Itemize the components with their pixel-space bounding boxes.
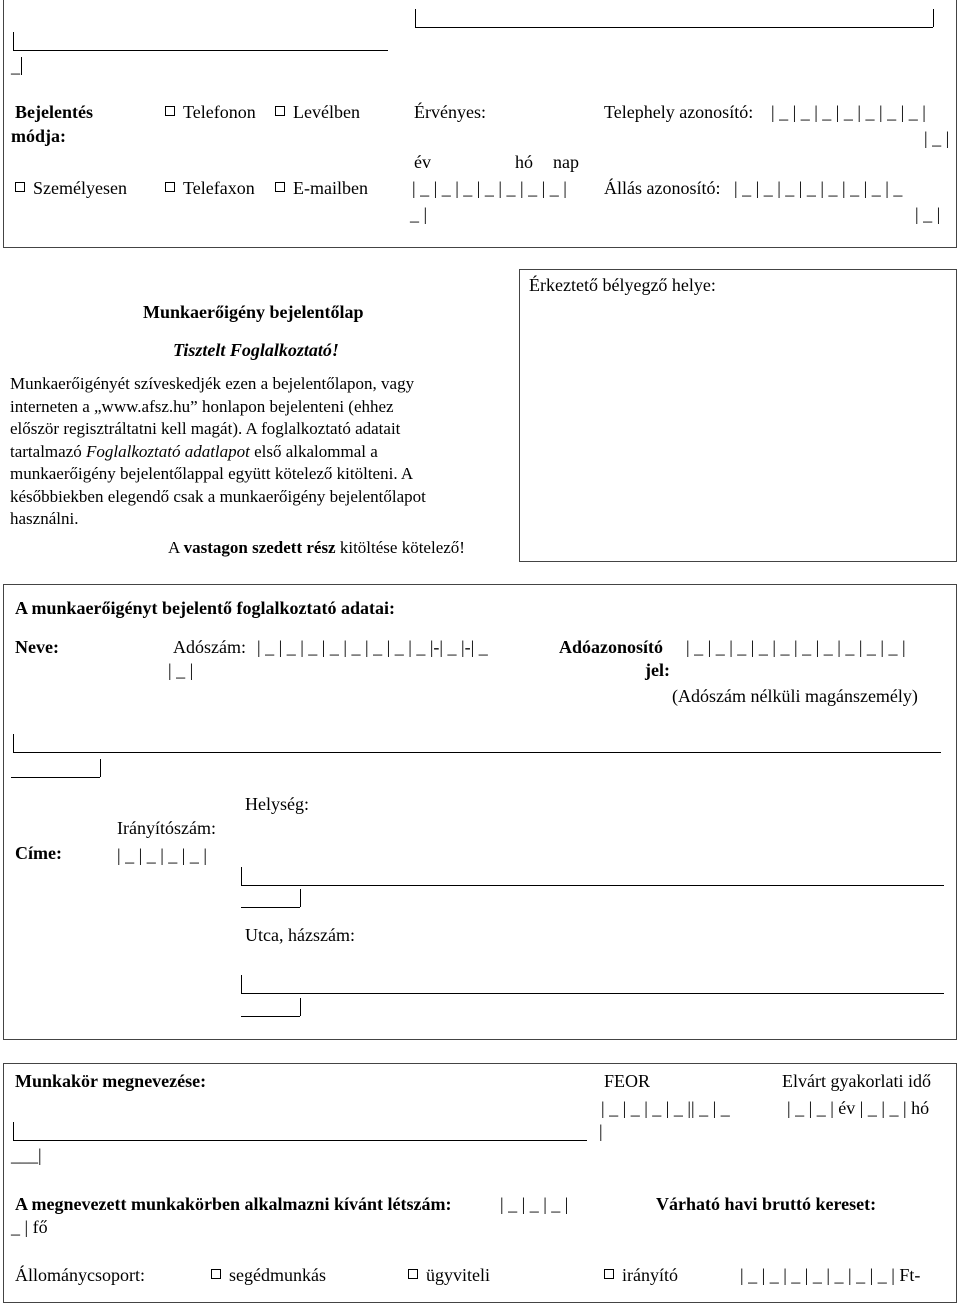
tax-number-label: Adószám:	[173, 637, 246, 657]
feor-label: FEOR	[604, 1071, 651, 1091]
method-label-2: módja:	[11, 126, 66, 146]
name-field-right	[100, 759, 101, 777]
top-field-right	[933, 9, 934, 27]
tax-id-label-2: jel:	[645, 660, 670, 680]
form-title: Munkaerőigény bejelentőlap	[143, 302, 364, 322]
name-label: Neve:	[15, 637, 59, 657]
option-telefonon-label: Telefonon	[183, 102, 256, 122]
valid-digits[interactable]: | _ | _ | _ | _ | _ | _ | _ |	[412, 178, 567, 198]
topleft-field-left	[13, 32, 14, 50]
street-field-left	[241, 975, 242, 993]
position-label: Munkakör megnevezése:	[15, 1071, 207, 1091]
mandatory-note	[168, 538, 465, 558]
address-label: Címe:	[15, 843, 62, 863]
tax-id-note: (Adószám nélküli magánszemély)	[672, 686, 918, 706]
intro-text: első alkalommal a	[249, 441, 378, 461]
headcount-digits[interactable]: | _ | _ | _ |	[500, 1194, 569, 1214]
group-option-iranyito[interactable]	[604, 1265, 678, 1286]
checkbox[interactable]	[165, 106, 175, 116]
option-levelben[interactable]	[275, 102, 360, 123]
site-id-digits[interactable]: | _ | _ | _ | _ | _ | _ | _ |	[771, 102, 926, 122]
valid-nap-label: nap	[553, 152, 579, 172]
feor-digits[interactable]: | _ | _ | _ | _ || _ | _	[601, 1098, 730, 1118]
employer-section-title: A munkaerőigényt bejelentő foglalkoztató adatai:	[15, 598, 395, 618]
zip-label: Irányítószám:	[117, 818, 216, 838]
group-option-label: ügyviteli	[426, 1265, 490, 1285]
option-levelben-label: Levélben	[293, 102, 360, 122]
city-field-left	[241, 867, 242, 885]
tax-id-digits[interactable]: | _ | _ | _ | _ | _ | _ | _ | _ | _ | _ |	[686, 637, 906, 657]
group-option-segedmunkas[interactable]	[211, 1265, 326, 1286]
street-field-right	[300, 998, 301, 1016]
option-telefonon[interactable]	[165, 102, 256, 123]
street-field-line[interactable]	[241, 993, 944, 994]
group-option-ugyviteli[interactable]	[408, 1265, 490, 1286]
tax-number-digits[interactable]: | _ | _ | _ | _ | _ | _ | _ | _ |-| _ |-| _	[257, 637, 488, 657]
valid-ho-label: hó	[515, 152, 533, 172]
zip-digits[interactable]: | _ | _ | _ | _ |	[117, 845, 208, 865]
mandatory-text: kitöltése kötelező!	[335, 538, 465, 557]
valid-digits-2[interactable]: _ |	[410, 204, 428, 224]
street-field-line-2[interactable]	[241, 1016, 300, 1017]
header-box	[3, 0, 957, 248]
name-field-left	[13, 734, 14, 752]
option-szemelyesen-label: Személyesen	[33, 178, 127, 198]
stamp-box	[519, 269, 957, 562]
valid-label: Érvényes:	[414, 102, 486, 122]
headcount-digits-2[interactable]: _ | fő	[11, 1217, 48, 1237]
group-label: Állománycsoport:	[15, 1265, 145, 1285]
checkbox[interactable]	[408, 1269, 418, 1279]
position-field-mark: |	[599, 1121, 603, 1141]
group-option-label: segédmunkás	[229, 1265, 326, 1285]
salary-digits[interactable]: | _ | _ | _ | _ | _ | _ | _ | Ft-	[740, 1265, 921, 1285]
city-field-line[interactable]	[241, 885, 944, 886]
name-field-line[interactable]	[13, 752, 941, 753]
experience-label: Elvárt gyakorlati idő	[782, 1071, 931, 1091]
topleft-field-line[interactable]	[13, 50, 388, 51]
topleft-field-bar	[21, 57, 22, 75]
position-field-left	[13, 1122, 14, 1140]
checkbox[interactable]	[275, 182, 285, 192]
checkbox[interactable]	[211, 1269, 221, 1279]
job-id-digits-2[interactable]: | _ |	[915, 204, 941, 224]
headcount-label: A megnevezett munkakörben alkalmazni kívánt létszám:	[15, 1194, 452, 1214]
city-field-right	[300, 889, 301, 907]
salary-label: Várható havi bruttó kereset:	[656, 1194, 877, 1214]
option-telefaxon-label: Telefaxon	[183, 178, 255, 198]
checkbox[interactable]	[604, 1269, 614, 1279]
option-szemelyesen[interactable]	[15, 178, 127, 199]
option-emailben[interactable]	[275, 178, 368, 199]
intro-line: későbbiekben elegendő csak a munkaerőigény bejelentőlapot	[10, 486, 426, 506]
mandatory-text: A	[168, 538, 184, 557]
intro-line: Munkaerőigényét szíveskedjék ezen a bejelentőlapon, vagy	[10, 374, 415, 393]
topleft-field-text: _	[11, 56, 20, 76]
intro-text: tartalmazó	[10, 441, 86, 461]
checkbox[interactable]	[275, 106, 285, 116]
top-field-left	[415, 9, 416, 27]
site-id-digits-2[interactable]: | _ |	[924, 128, 950, 148]
intro-line: interneten a „www.afsz.hu” honlapon bejelenteni (ehhez	[10, 396, 394, 416]
checkbox[interactable]	[15, 182, 25, 192]
option-telefaxon[interactable]	[165, 178, 255, 199]
top-field-line[interactable]	[415, 27, 933, 28]
city-field-line-2[interactable]	[241, 907, 300, 908]
method-label: Bejelentés	[15, 102, 93, 122]
tax-id-label: Adóazonosító	[559, 637, 664, 657]
city-label: Helység:	[245, 794, 309, 814]
mandatory-bold: vastagon szedett rész	[183, 538, 336, 557]
intro-line	[10, 441, 515, 464]
checkbox[interactable]	[165, 182, 175, 192]
job-id-digits[interactable]: | _ | _ | _ | _ | _ | _ | _ | _	[734, 178, 903, 198]
street-label: Utca, házszám:	[245, 925, 355, 945]
tax-number-digits-2[interactable]: | _ |	[168, 660, 194, 680]
intro-paragraph	[10, 373, 515, 531]
intro-line: először regisztráltatni kell magát). A foglalkoztató adatait	[10, 419, 401, 438]
experience-digits[interactable]: | _ | _ | év | _ | _ | hó	[787, 1098, 930, 1118]
intro-emphasis: Foglalkoztató adatlapot	[86, 441, 250, 461]
site-id-label: Telephely azonosító:	[604, 102, 754, 122]
option-emailben-label: E-mailben	[293, 178, 368, 198]
valid-ev-label: év	[414, 152, 431, 172]
position-field-end: ___|	[11, 1145, 42, 1165]
position-field-line[interactable]	[13, 1140, 587, 1141]
name-field-line-2[interactable]	[11, 777, 100, 778]
group-option-label: irányító	[622, 1265, 678, 1285]
intro-line: használni.	[10, 509, 79, 528]
intro-line: munkaerőigény bejelentőlappal együtt kötelező kitölteni. A	[10, 464, 414, 483]
stamp-label: Érkeztető bélyegző helye:	[529, 275, 716, 295]
greeting: Tisztelt Foglalkoztató!	[173, 340, 339, 360]
job-id-label: Állás azonosító:	[604, 178, 721, 198]
